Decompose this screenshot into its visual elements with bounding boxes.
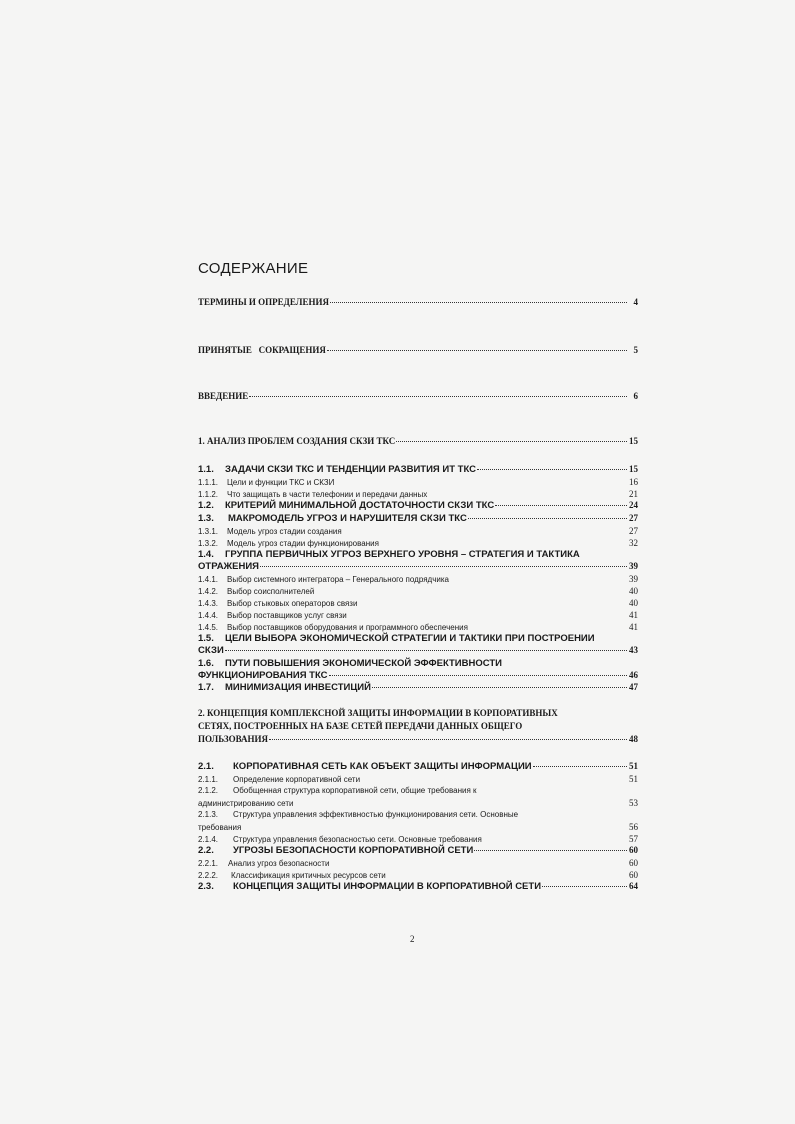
page-number: 2 xyxy=(410,934,415,944)
toc-entry-chapter-2-cont[interactable]: СЕТЯХ, ПОСТРОЕННЫХ НА БАЗЕ СЕТЕЙ ПЕРЕДАЧИ ДАННЫХ ОБЩЕГО xyxy=(198,721,523,731)
toc-entry-2-1-3-cont[interactable]: требования 56 xyxy=(198,822,638,832)
toc-entry-1-4-1[interactable]: 1.4.1. Выбор системного интегратора – Генерального подрядчика 39 xyxy=(198,574,638,584)
toc-entry-1-3[interactable]: 1.3. МАКРОМОДЕЛЬ УГРОЗ И НАРУШИТЕЛЯ СКЗИ ТКС 27 xyxy=(198,513,638,524)
toc-entry-1-6[interactable]: 1.6. ПУТИ ПОВЫШЕНИЯ ЭКОНОМИЧЕСКОЙ ЭФФЕКТИВНОСТИ xyxy=(198,658,502,669)
toc-entry-1-4-3[interactable]: 1.4.3. Выбор стыковых операторов связи 40 xyxy=(198,598,638,608)
toc-entry-1-7[interactable]: 1.7. МИНИМИЗАЦИЯ ИНВЕСТИЦИЙ 47 xyxy=(198,682,638,693)
toc-entry-1-4-4[interactable]: 1.4.4. Выбор поставщиков услуг связи 41 xyxy=(198,610,638,620)
toc-entry-1-3-2[interactable]: 1.3.2. Модель угроз стадии функционирования 32 xyxy=(198,538,638,548)
toc-entry-2-3[interactable]: 2.3. КОНЦЕПЦИЯ ЗАЩИТЫ ИНФОРМАЦИИ В КОРПОРАТИВНОЙ СЕТИ 64 xyxy=(198,881,638,892)
toc-entry-1-1-2[interactable]: 1.1.2. Что защищать в части телефонии и передачи данных 21 xyxy=(198,489,638,499)
toc-entry-2-1-2[interactable]: 2.1.2. Обобщенная структура корпоративной сети, общие требования к xyxy=(198,786,477,795)
toc-entry-1-3-1[interactable]: 1.3.1. Модель угроз стадии создания 27 xyxy=(198,526,638,536)
toc-entry-1-4[interactable]: 1.4. ГРУППА ПЕРВИЧНЫХ УГРОЗ ВЕРХНЕГО УРОВНЯ – СТРАТЕГИЯ И ТАКТИКА xyxy=(198,549,580,560)
toc-entry-abbreviations[interactable]: ПРИНЯТЫЕ СОКРАЩЕНИЯ 5 xyxy=(198,345,638,355)
toc-entry-2-1-1[interactable]: 2.1.1. Определение корпоративной сети 51 xyxy=(198,774,638,784)
toc-entry-introduction[interactable]: ВВЕДЕНИЕ 6 xyxy=(198,391,638,401)
toc-entry-1-6-cont[interactable]: ФУНКЦИОНИРОВАНИЯ ТКС 46 xyxy=(198,670,638,681)
toc-entry-1-1-1[interactable]: 1.1.1. Цели и функции ТКС и СКЗИ 16 xyxy=(198,477,638,487)
toc-entry-chapter-2[interactable]: 2. КОНЦЕПЦИЯ КОМПЛЕКСНОЙ ЗАЩИТЫ ИНФОРМАЦИИ В КОРПОРАТИВНЫХ xyxy=(198,708,558,718)
toc-entry-1-5-cont[interactable]: СКЗИ 43 xyxy=(198,645,638,656)
toc-title: СОДЕРЖАНИЕ xyxy=(198,260,309,277)
toc-entry-2-1-4[interactable]: 2.1.4. Структура управления безопасностью сети. Основные требования 57 xyxy=(198,834,638,844)
toc-entry-1-4-2[interactable]: 1.4.2. Выбор соисполнителей 40 xyxy=(198,586,638,596)
toc-entry-terms[interactable]: ТЕРМИНЫ И ОПРЕДЕЛЕНИЯ 4 xyxy=(198,297,638,307)
toc-entry-1-4-cont[interactable]: ОТРАЖЕНИЯ 39 xyxy=(198,561,638,572)
toc-entry-2-1-3[interactable]: 2.1.3. Структура управления эффективностью функционирования сети. Основные xyxy=(198,810,519,819)
toc-entry-2-1-2-cont[interactable]: администрированию сети 53 xyxy=(198,798,638,808)
toc-entry-1-2[interactable]: 1.2. КРИТЕРИЙ МИНИМАЛЬНОЙ ДОСТАТОЧНОСТИ СКЗИ ТКС 24 xyxy=(198,500,638,511)
toc-entry-2-1[interactable]: 2.1. КОРПОРАТИВНАЯ СЕТЬ КАК ОБЪЕКТ ЗАЩИТЫ ИНФОРМАЦИИ 51 xyxy=(198,761,638,772)
toc-entry-chapter-2-cont2[interactable]: ПОЛЬЗОВАНИЯ 48 xyxy=(198,734,638,744)
toc-entry-1-1[interactable]: 1.1. ЗАДАЧИ СКЗИ ТКС И ТЕНДЕНЦИИ РАЗВИТИЯ ИТ ТКС 15 xyxy=(198,464,638,475)
toc-entry-1-4-5[interactable]: 1.4.5. Выбор поставщиков оборудования и программного обеспечения 41 xyxy=(198,622,638,632)
toc-entry-1-5[interactable]: 1.5. ЦЕЛИ ВЫБОРА ЭКОНОМИЧЕСКОЙ СТРАТЕГИИ И ТАКТИКИ ПРИ ПОСТРОЕНИИ xyxy=(198,633,595,644)
toc-entry-chapter-1[interactable]: 1. АНАЛИЗ ПРОБЛЕМ СОЗДАНИЯ СКЗИ ТКС 15 xyxy=(198,436,638,446)
toc-entry-2-2-2[interactable]: 2.2.2. Классификация критичных ресурсов сети 60 xyxy=(198,870,638,880)
toc-entry-2-2[interactable]: 2.2. УГРОЗЫ БЕЗОПАСНОСТИ КОРПОРАТИВНОЙ СЕТИ 60 xyxy=(198,845,638,856)
toc-entry-2-2-1[interactable]: 2.2.1. Анализ угроз безопасности 60 xyxy=(198,858,638,868)
